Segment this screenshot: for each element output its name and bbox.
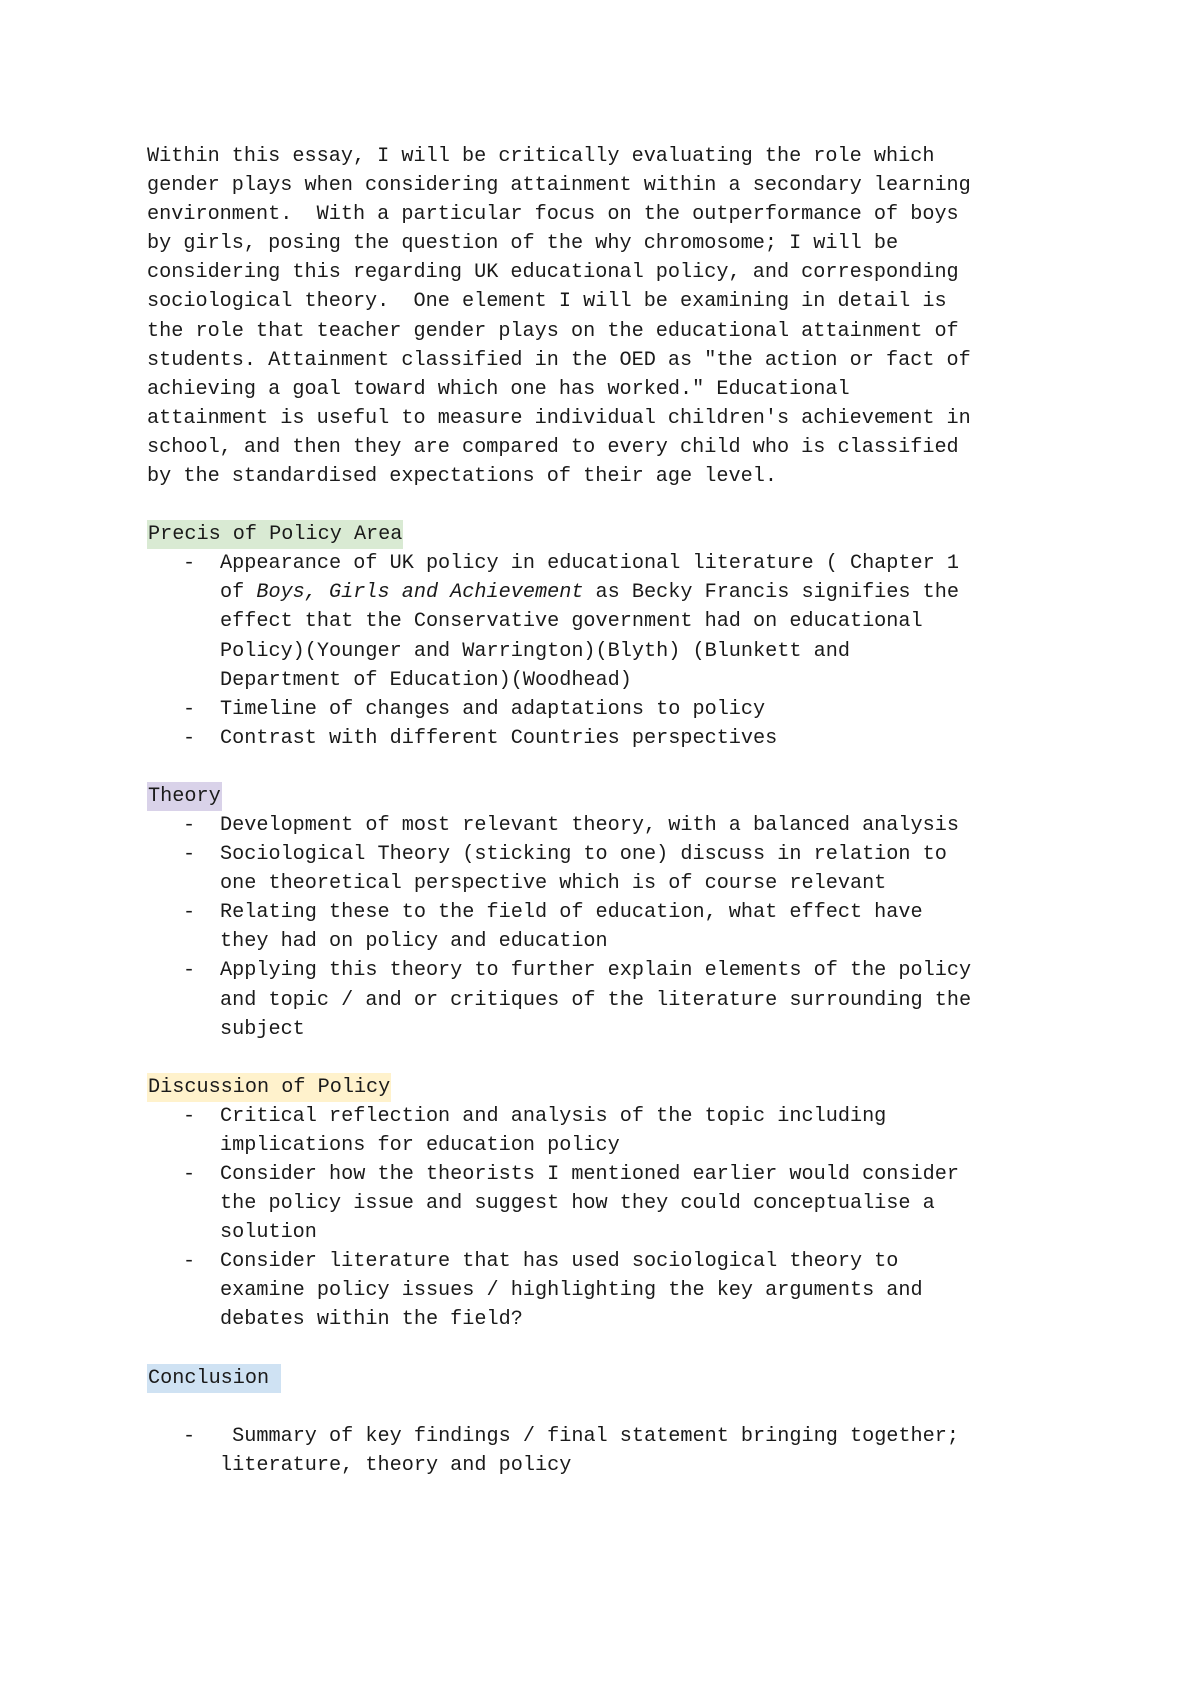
intro-line: sociological theory. One element I will be examining in detail is (147, 290, 947, 314)
theory-item: Applying this theory to further explain elements of the policy and topic / and or critiques of the literature surrounding the subject (220, 959, 972, 1041)
list-item (147, 724, 1097, 753)
bullet-dash: - (183, 726, 196, 750)
intro-paragraph (147, 142, 1097, 491)
bullet-dash: - (183, 813, 196, 837)
bullet-dash: - (183, 901, 196, 925)
intro-line: school, and then they are compared to every child who is classified (147, 435, 959, 459)
list-item (147, 1160, 1097, 1247)
theory-item: Relating these to the field of education, what effect have they had on policy and education (220, 901, 923, 954)
bullet-dash: - (183, 959, 196, 983)
discussion-list (147, 1102, 1097, 1335)
precis-list (147, 549, 1097, 753)
discussion-item: Consider how the theorists I mentioned earlier would consider the policy issue and suggest how they could conceptualise a solution (220, 1163, 959, 1245)
intro-line: attainment is useful to measure individual children's achievement in (147, 406, 971, 430)
precis-section (147, 520, 1097, 753)
precis-item-2: Timeline of changes and adaptations to policy (220, 697, 766, 721)
theory-section (147, 782, 1097, 1044)
intro-line: environment. With a particular focus on the outperformance of boys (147, 203, 959, 227)
theory-list (147, 811, 1097, 1044)
document-page (147, 142, 1097, 1480)
intro-line: achieving a goal toward which one has worked." Educational (147, 377, 850, 401)
bullet-dash: - (183, 1250, 196, 1274)
conclusion-section (147, 1364, 1097, 1480)
bullet-dash: - (183, 1104, 196, 1128)
list-item (147, 956, 1097, 1043)
list-item (147, 898, 1097, 956)
list-item (147, 549, 1097, 694)
conclusion-item: Summary of key findings / final statement bringing together; literature, theory and policy (220, 1424, 959, 1477)
list-item (147, 811, 1097, 840)
blank-line (147, 1393, 1097, 1422)
discussion-item: Critical reflection and analysis of the topic including implications for education policy (220, 1104, 887, 1157)
discussion-section (147, 1073, 1097, 1335)
theory-item: Sociological Theory (sticking to one) discuss in relation to one theoretical perspective which is of course relevant (220, 843, 947, 896)
precis-heading: Precis of Policy Area (147, 520, 403, 549)
theory-item: Development of most relevant theory, with a balanced analysis (220, 813, 959, 837)
discussion-heading: Discussion of Policy (147, 1073, 391, 1102)
intro-line: considering this regarding UK educational policy, and corresponding (147, 261, 959, 285)
precis-item-3: Contrast with different Countries perspectives (220, 726, 778, 750)
bullet-dash: - (183, 697, 196, 721)
intro-line: students. Attainment classified in the OED as "the action or fact of (147, 348, 971, 372)
intro-line: Within this essay, I will be critically evaluating the role which (147, 145, 935, 168)
bullet-dash: - (183, 1163, 196, 1186)
precis-item-1-after: as Becky Francis signifies the effect that the Conservative government had on educational Policy)(Younger and Warrington)(Blyth) (Blunkett and Department of Education)(Woodhead) (220, 581, 959, 692)
list-item (147, 1422, 1097, 1480)
intro-line: gender plays when considering attainment within a secondary learning (147, 174, 971, 198)
intro-line: the role that teacher gender plays on the educational attainment of (147, 319, 959, 343)
intro-line: by girls, posing the question of the why chromosome; I will be (147, 232, 899, 256)
book-title: Boys, Girls and Achievement (256, 581, 584, 605)
list-item (147, 840, 1097, 898)
discussion-item: Consider literature that has used sociological theory to examine policy issues / highlighting the key arguments and debates within the field? (220, 1250, 923, 1332)
list-item (147, 1247, 1097, 1334)
conclusion-heading: Conclusion (147, 1364, 281, 1393)
list-item (147, 1102, 1097, 1160)
theory-heading: Theory (147, 782, 222, 811)
bullet-dash: - (183, 1424, 196, 1448)
intro-line: by the standardised expectations of their age level. (147, 465, 777, 489)
bullet-dash: - (183, 552, 196, 576)
list-item (147, 695, 1097, 724)
conclusion-list (147, 1422, 1097, 1480)
precis-item-1-before: Appearance of UK policy in educational literature ( Chapter 1 of (220, 552, 959, 605)
bullet-dash: - (183, 843, 196, 867)
